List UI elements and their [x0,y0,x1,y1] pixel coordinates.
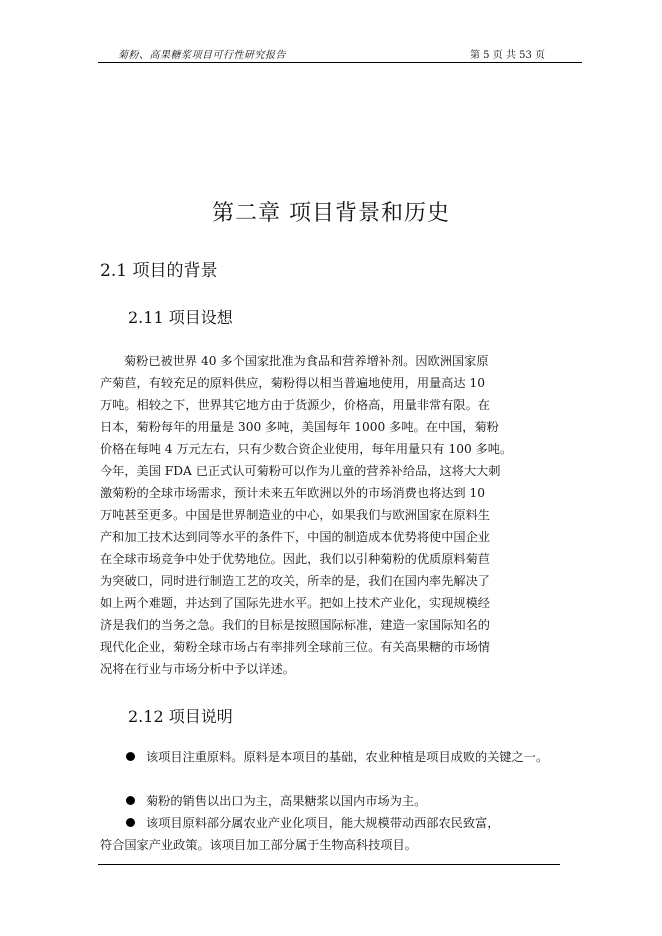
bullet-item: 菊粉的销售以出口为主，高果糖浆以国内市场为主。 [146,794,427,808]
paragraph-line: 现代化企业，菊粉全球市场占有率排列全球前三位。有关高果糖的市场情 [100,640,490,654]
header-page-info: 第 5 页 共 53 页 [470,50,545,61]
bullet-continuation: 符合国家产业政策。该项目加工部分属于生物高科技项目。 [100,838,417,852]
paragraph-line: 在全球市场竞争中处于优势地位。因此，我们以引种菊粉的优质原料菊苣 [100,552,490,566]
paragraph-line: 价格在每吨 4 万元左右，只有少数合资企业使用，每年用量只有 100 多吨。 [100,442,513,456]
paragraph-line: 如上两个难题，并达到了国际先进水平。把如上技术产业化，实现规模经 [100,596,490,610]
paragraph-line: 万吨甚至更多。中国是世界制造业的中心，如果我们与欧洲国家在原料生 [100,508,490,522]
paragraph-line: 激菊粉的全球市场需求，预计未来五年欧洲以外的市场消费也将达到 10 [100,486,486,500]
footer-divider [98,864,560,865]
chapter-title: 第二章 项目背景和历史 [212,201,450,226]
paragraph-line: 日本，菊粉每年的用量是 300 多吨，美国每年 1000 多吨。在中国，菊粉 [100,420,499,434]
header-divider [98,62,582,63]
paragraph-line: 产菊苣，有较充足的原料供应，菊粉得以相当普遍地使用，用量高达 10 [100,376,486,390]
bullet-dot-icon [126,796,135,805]
bullet-item: 该项目注重原料。原料是本项目的基础，农业种植是项目成败的关键之一。 [146,750,549,764]
section-heading-2-1: 2.1 项目的背景 [100,261,218,281]
bullet-dot-icon [126,752,135,761]
paragraph-line: 济是我们的当务之急。我们的目标是按照国际标准，建造一家国际知名的 [100,618,490,632]
header-title: 菊粉、高果糖浆项目可行性研究报告 [118,50,286,61]
paragraph-line: 菊粉已被世界 40 多个国家批准为食品和营养增补剂。因欧洲国家原 [124,354,489,368]
bullet-item: 该项目原料部分属农业产业化项目，能大规模带动西部农民致富， [146,816,500,830]
paragraph-line: 为突破口，同时进行制造工艺的攻关，所幸的是，我们在国内率先解决了 [100,574,490,588]
paragraph-line: 产和加工技术达到同等水平的条件下，中国的制造成本优势将使中国企业 [100,530,490,544]
subsection-heading-2-12: 2.12 项目说明 [128,707,233,726]
bullet-dot-icon [126,818,135,827]
subsection-heading-2-11: 2.11 项目设想 [128,308,233,327]
paragraph-line: 万吨。相较之下，世界其它地方由于货源少，价格高，用量非常有限。在 [100,398,490,412]
paragraph-line: 今年，美国 FDA 已正式认可菊粉可以作为儿童的营养补给品，这将大大刺 [100,464,501,478]
paragraph-line: 况将在行业与市场分析中予以详述。 [100,662,295,676]
